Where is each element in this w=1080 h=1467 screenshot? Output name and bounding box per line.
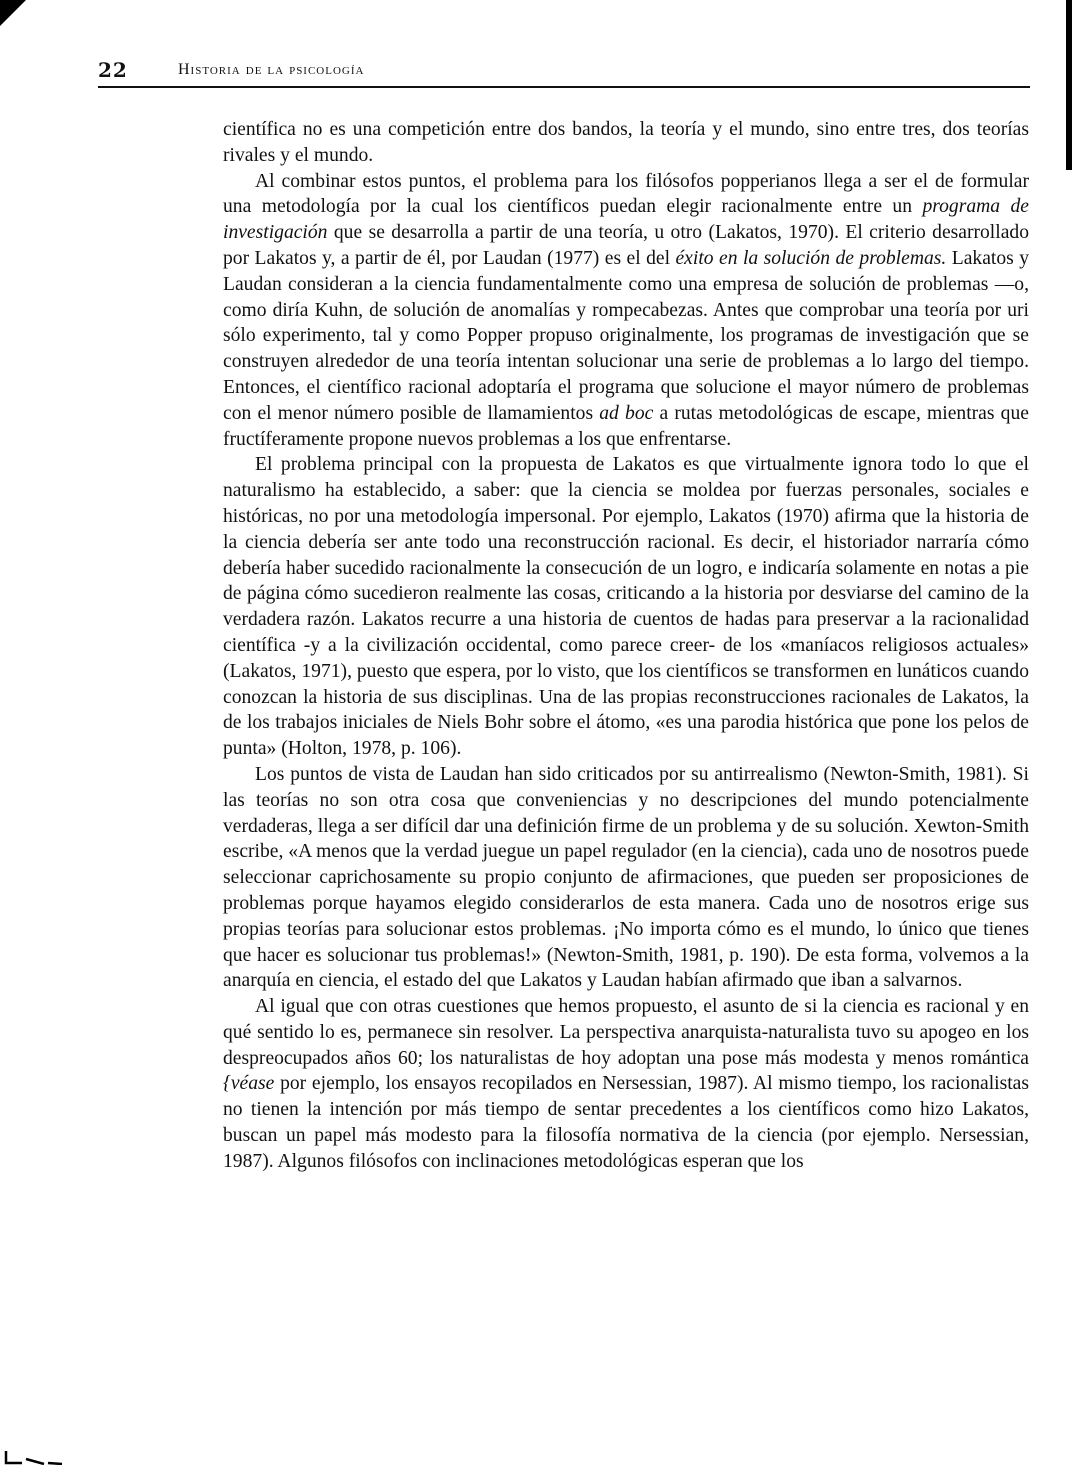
italic-text: programa de investigación [223, 196, 1029, 244]
text-run: Los puntos de vista de Laudan han sido criticados por su antirrealismo (Newton-Smith, 1981). Si las teorías no son otra cosa que conveniencias y no descripciones del mundo potencialmente verdaderas, llega a ser difícil dar una definición firme de un problema y de su solución. Xewton-Smith escribe, «A menos que la verdad juegue un papel regulador (en la ciencia), cada uno de nosotros puede seleccionar caprichosamente su propio conjunto de afirmaciones, que pueden ser proposiciones de problemas porque hayamos elegido considerarlos de esta manera. Cada uno de nosotros erige sus propias teorías para solucionar estos problemas. ¡No importa cómo es el mundo, lo único que tienes que hacer es solucionar tus problemas!» (Newton-Smith, 1981, p. 190). De esta forma, volvemos a la anarquía en ciencia, el estado del que Lakatos y Laudan habían afirmado que iban a salvarnos. [223, 763, 1029, 992]
text-run: por ejemplo, los ensayos recopilados en Nersessian, 1987). Al mismo tiempo, los racionalistas no tienen la intención por más tiempo de sentar precedentes a los científicos como hizo Lakatos, buscan un papel más modesto para la filosofía normativa de la ciencia (por ejemplo. Nersessian, 1987). Algunos filósofos con inclinaciones metodológicas esperan que los [223, 1073, 1029, 1172]
text-run: Lakatos y Laudan consideran a la ciencia fundamentalmente como una empresa de solución de problemas —o, como diría Kuhn, de solución de anomalías y rompecabezas. Antes que comprobar una teoría por uri sólo experimento, tal y como Popper propuso originalmente, los programas de investigación que se construyen alrededor de una teoría intentan solucionar una serie de problemas a lo largo del tiempo. Entonces, el científico racional adoptaría el programa que solucione el mayor número de problemas con el menor número posible de llamamientos [223, 247, 1030, 424]
italic-text: ad boc [599, 402, 654, 424]
running-header [98, 56, 1030, 88]
paragraph [223, 452, 1029, 762]
scan-artifact-mark [4, 1451, 64, 1465]
page-number: 22 [98, 58, 128, 82]
paragraph [223, 762, 1029, 994]
text-run: El problema principal con la propuesta de Lakatos es que virtualmente ignora todo lo que el naturalismo ha establecido, a saber: que la ciencia se moldea por fuerzas personales, sociales e históricas, no por una metodología impersonal. Por ejemplo, Lakatos (1970) afirma que la historia de la ciencia debería ser ante todo una reconstrucción racional. Es decir, el historiador narraría cómo debería haber sucedido racionalmente la consecución de un logro, e indicaría solamente en notas a pie de página cómo sucedieron realmente las cosas, criticando a la historia por desviarse del camino de la verdadera razón. Lakatos recurre a una historia de cuentos de hadas para preservar a la racionalidad científica -y a la civilización occidental, como parece creer- de los «maníacos religiosos actuales» (Lakatos, 1971), puesto que espera, por lo visto, que los científicos se transformen en lunáticos cuando conozcan la historia de sus disciplinas. Una de las propias reconstrucciones racionales de Lakatos, la de los trabajos iniciales de Niels Bohr sobre el átomo, «es una parodia histórica que pone los pelos de punta» (Holton, 1978, p. 106). [223, 454, 1029, 760]
text-run: que se desarrolla a partir de una teoría, u otro (Lakatos, 1970). El criterio desarrollado por Lakatos y, a partir de él, por Laudan (1977) es el del [223, 222, 1029, 269]
text-run: Al igual que con otras cuestiones que hemos propuesto, el asunto de si la ciencia es racional y en qué sentido lo es, permanece sin resolver. La perspectiva anarquista-naturalista tuvo su apogeo en los despreocupados años 60; los naturalistas de hoy adoptan una pose más modesta y menos romántica [223, 996, 1029, 1069]
text-run: Al combinar estos puntos, el problema para los filósofos popperianos llega a ser el de formular una metodología por la cual los científicos puedan elegir racionalmente entre un [223, 170, 1029, 218]
paragraph-continued [223, 117, 1029, 169]
italic-text: {véase [223, 1073, 275, 1095]
scan-edge-shadow [1066, 0, 1072, 170]
running-title: Historia de la psicología [178, 61, 365, 78]
paragraph [223, 994, 1029, 1175]
body-text [223, 117, 1029, 1175]
text-run: científica no es una competición entre dos bandos, la teoría y el mundo, sino entre tres, dos teorías rivales y el mundo. [223, 119, 1029, 166]
italic-text: éxito en la solución de problemas. [675, 247, 947, 269]
text-run: a rutas metodológicas de escape, mientras que fructíferamente propone nuevos problemas a los que enfrentarse. [223, 402, 1029, 450]
scan-corner-shadow [0, 0, 26, 26]
paragraph [223, 169, 1029, 453]
